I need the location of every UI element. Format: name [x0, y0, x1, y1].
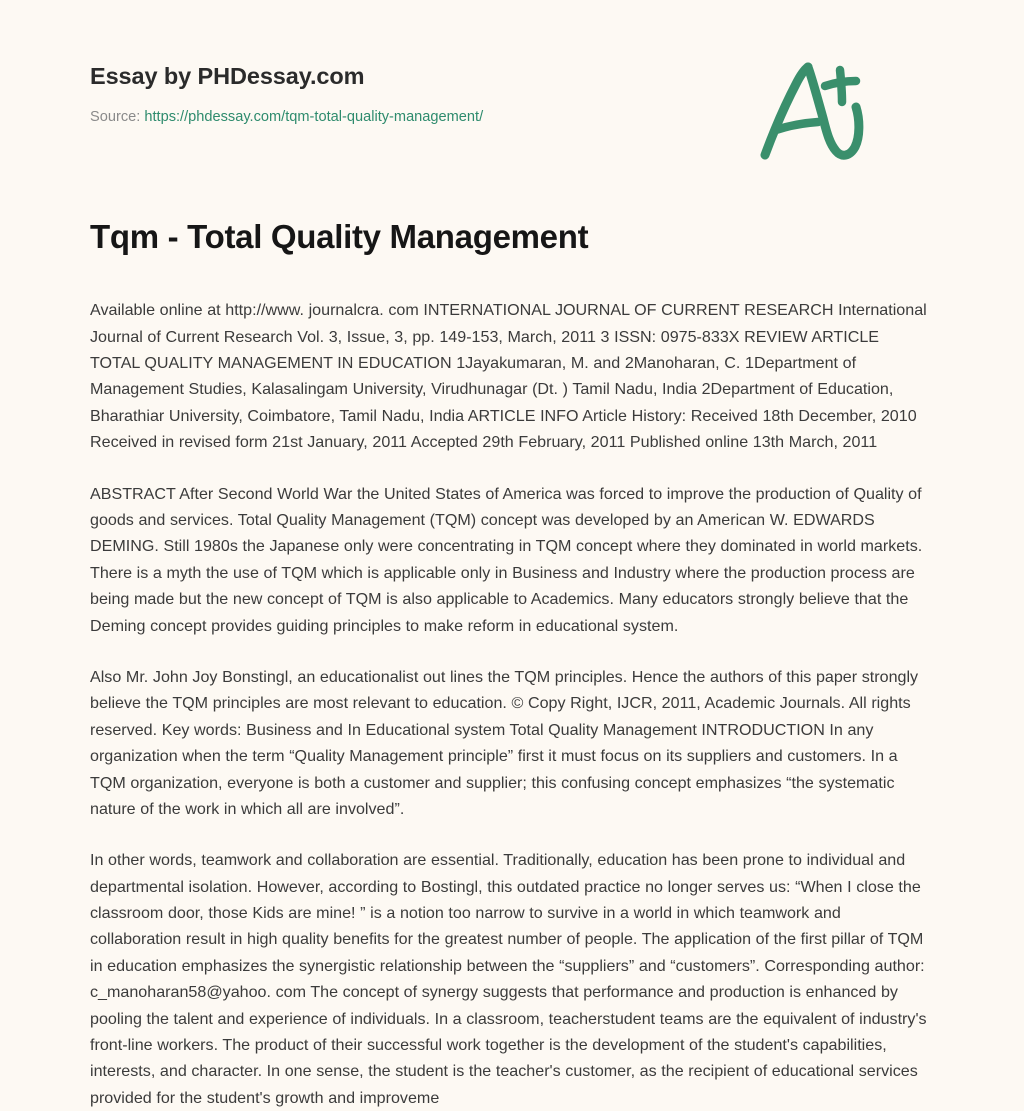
brand-title: Essay by PHDessay.com [90, 63, 365, 89]
page-header [90, 0, 934, 126]
source-url-link[interactable]: https://phdessay.com/tqm-total-quality-management/ [144, 109, 484, 126]
paragraph: Available online at http://www. journalcra. com INTERNATIONAL JOURNAL OF CURRENT RESEARCH International Journal of Current Research Vol. 3, Issue, 3, pp. 149-153, March, 2011 3 ISSN: 0975-833X REVIEW ARTICLE TOTAL QUALITY MANAGEMENT IN EDUCATION 1Jayakumaran, M. and 2Manoharan, C. 1Department of Management Studies, Kalasalingam University, Virudhunagar (Dt. ) Tamil Nadu, India 2Department of Education, Bharathiar University, Coimbatore, Tamil Nadu, India ARTICLE INFO Article History: Received 18th December, 2010 Received in revised form 21st January, 2011 Accepted 29th February, 2011 Published online 13th March, 2011 [90, 301, 927, 452]
paragraph: ABSTRACT After Second World War the United States of America was forced to improve the production of Quality of goods and services. Total Quality Management (TQM) concept was developed by an American W. EDWARDS DEMING. Still 1980s the Japanese only were concentrating in TQM concept where they dominated in world markets. There is a myth the use of TQM which is applicable only in Business and Industry where the production process are being made but the new concept of TQM is also applicable to Academics. Many educators strongly believe that the Deming concept provides guiding principles to make reform in educational system. [90, 484, 923, 635]
paragraph: In other words, teamwork and collaboration are essential. Traditionally, education has been prone to individual and departmental isolation. However, according to Bostingl, this outdated practice no longer serves us: “When I close the classroom door, those Kids are mine! ” is a notion too narrow to survive in a world in which teamwork and collaboration result in high quality benefits for the greatest number of people. The application of the first pillar of TQM in education emphasizes the synergistic relationship between the “suppliers” and “customers”. Corresponding author: c_manoharan58@yahoo. com The concept of synergy suggests that performance and production is enhanced by pooling the talent and experience of individuals. In a classroom, teacherstudent teams are the equivalent of industry's front-line workers. The product of their successful work together is the development of the student's capabilities, interests, and character. In one sense, the student is the teacher's customer, as the recipient of educational services provided for the student's growth and improveme [90, 851, 927, 1107]
article-body [90, 297, 928, 1111]
page-title: Tqm - Total Quality Management [90, 218, 589, 255]
paragraph: Also Mr. John Joy Bonstingl, an educationalist out lines the TQM principles. Hence the authors of this paper strongly believe the TQM principles are most relevant to education. © Copy Right, IJCR, 2011, Academic Journals. All rights reserved. Key words: Business and In Educational system Total Quality Management INTRODUCTION In any organization when the term “Quality Management principle” first it must focus on its suppliers and customers. In a TQM organization, everyone is both a customer and supplier; this confusing concept emphasizes “the systematic nature of the work in which all are involved”. [90, 667, 919, 818]
aplus-logo-icon [752, 52, 872, 170]
source-label: Source: [90, 109, 145, 126]
